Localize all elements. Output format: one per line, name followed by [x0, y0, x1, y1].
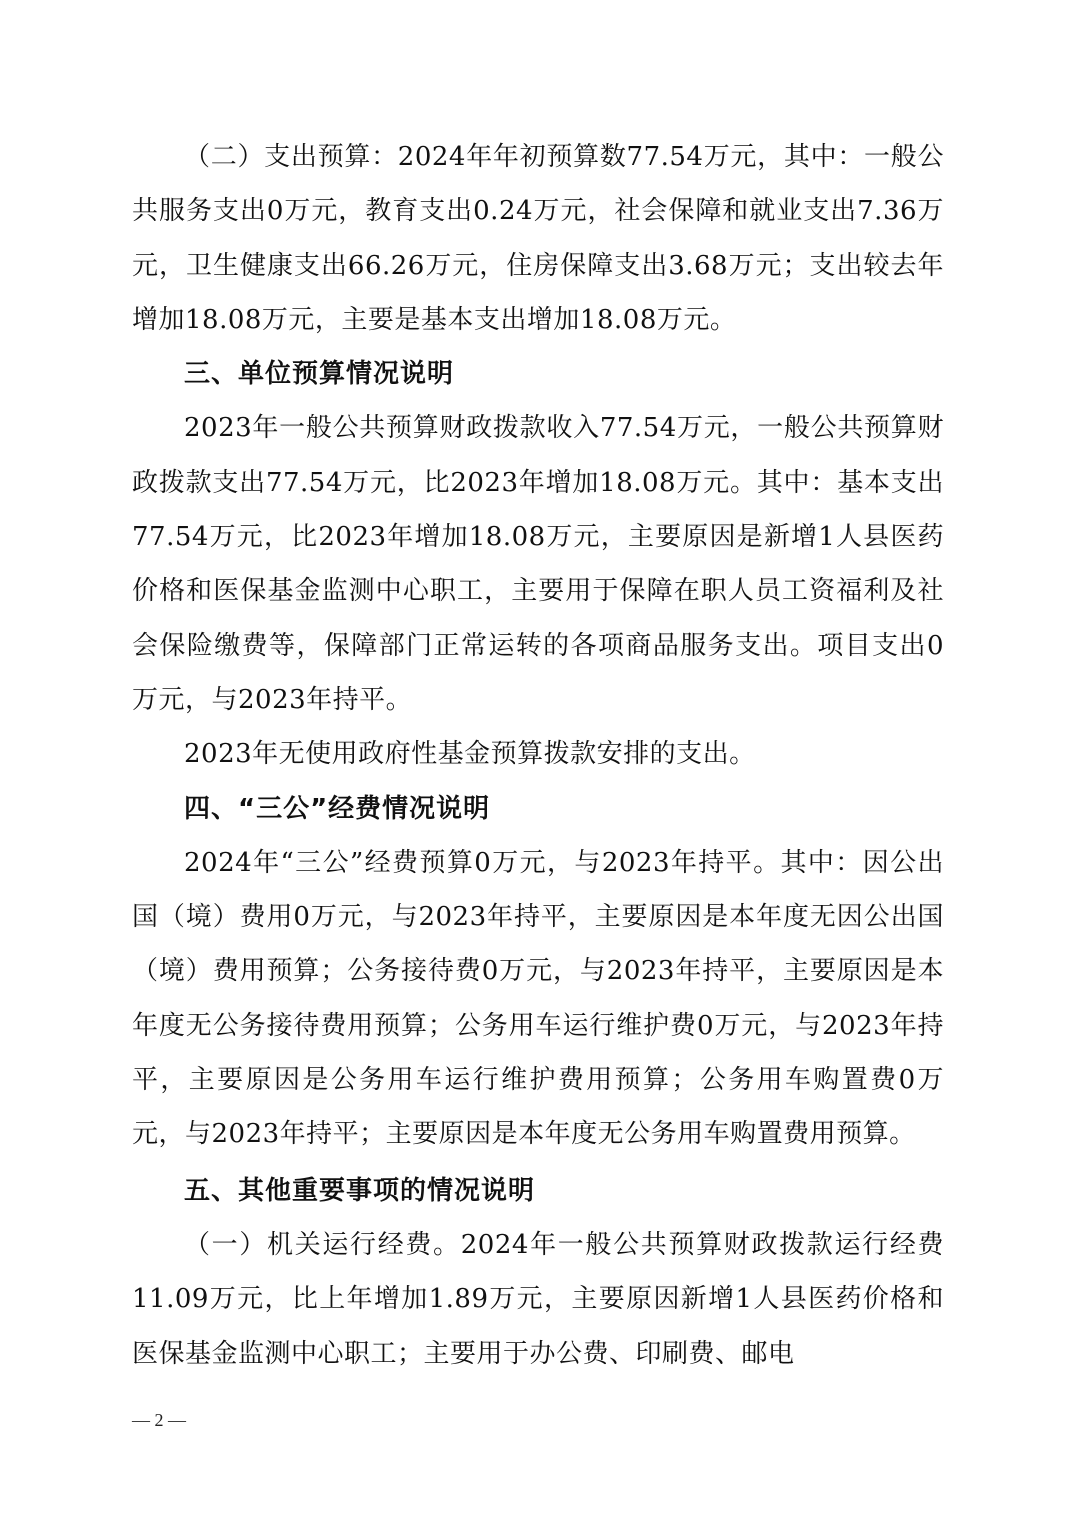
document-page — [132, 130, 944, 1381]
paragraph-operating-expenses: （一）机关运行经费。2024年一般公共预算财政拨款运行经费11.09万元，比上年增加1.89万元，主要原因新增1人县医药价格和医保基金监测中心职工；主要用于办公费、印刷费、邮电 — [132, 1229, 944, 1369]
heading-three-public-expenses: 四、“三公”经费情况说明 — [184, 793, 491, 824]
paragraph-three-public-expenses: 2024年“三公”经费预算0万元，与2023年持平。其中：因公出国（境）费用0万元，与2023年持平，主要原因是本年度无因公出国（境）费用预算；公务接待费0万元，与2023年持平，主要原因是本年度无公务接待费用预算；公务用车运行维护费0万元，与2023年持平，主要原因是公务用车运行维护费用预算；公务用车购置费0万元，与2023年持平；主要原因是本年度无公务用车购置费用预算。 — [132, 847, 944, 1150]
heading-unit-budget: 三、单位预算情况说明 — [184, 359, 455, 390]
paragraph-expenditure-budget: （二）支出预算：2024年年初预算数77.54万元，其中：一般公共服务支出0万元，教育支出0.24万元，社会保障和就业支出7.36万元，卫生健康支出66.26万元，住房保障支出3.68万元；支出较去年增加18.08万元，主要是基本支出增加18.08万元。 — [132, 142, 944, 335]
paragraph-government-fund: 2023年无使用政府性基金预算拨款安排的支出。 — [184, 739, 756, 770]
page-number: — 2 — — [132, 1410, 186, 1430]
heading-other-matters: 五、其他重要事项的情况说明 — [184, 1175, 536, 1206]
paragraph-unit-budget: 2023年一般公共预算财政拨款收入77.54万元，一般公共预算财政拨款支出77.54万元，比2023年增加18.08万元。其中：基本支出77.54万元，比2023年增加18.08万元，主要原因是新增1人县医药价格和医保基金监测中心职工，主要用于保障在职人员工资福利及社会保险缴费等，保障部门正常运转的各项商品服务支出。项目支出0万元，与2023年持平。 — [132, 413, 944, 715]
